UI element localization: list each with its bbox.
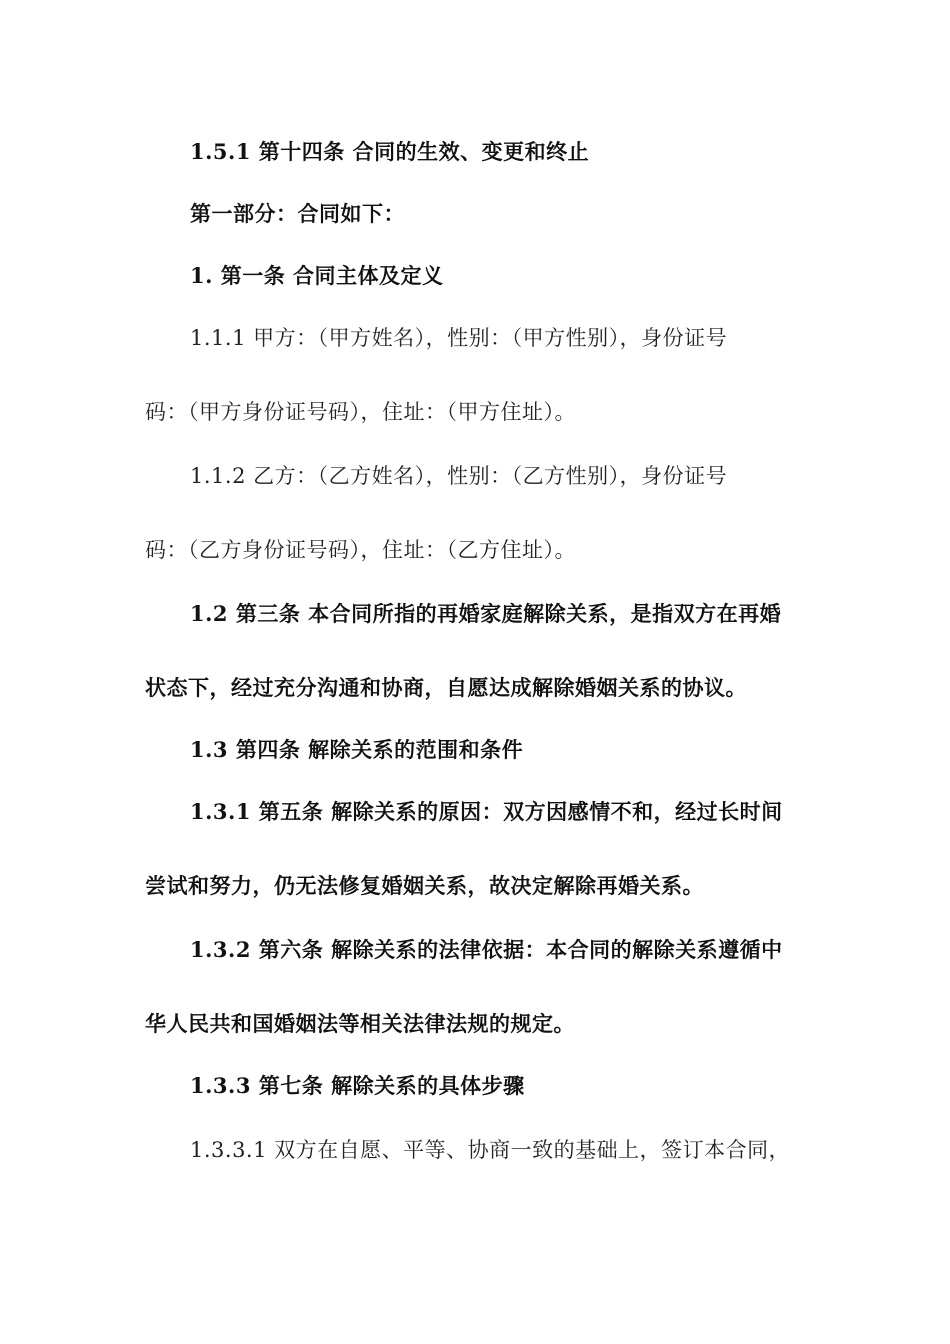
paragraph-1-3-2-line-2: 华人民共和国婚姻法等相关法律法规的规定。	[145, 1011, 575, 1036]
paragraph-1-3-1-line-1: 1.3.1 第五条 解除关系的原因：双方因感情不和，经过长时间	[190, 799, 783, 824]
part-heading: 第一部分：合同如下：	[190, 201, 405, 226]
paragraph-1-3-3-1-line-1: 1.3.3.1 双方在自愿、平等、协商一致的基础上，签订本合同，	[190, 1138, 791, 1162]
paragraph-1-2-line-1: 1.2 第三条 本合同所指的再婚家庭解除关系，是指双方在再婚	[190, 601, 782, 626]
paragraph-1-1-2-line-1: 1.1.2 乙方：（乙方姓名），性别：（乙方性别），身份证号	[190, 464, 728, 488]
paragraph-1-1-1-line-2: 码：（甲方身份证号码），住址：（甲方住址）。	[145, 400, 576, 424]
paragraph-1-1-1-line-1: 1.1.1 甲方：（甲方姓名），性别：（甲方性别），身份证号	[190, 326, 728, 350]
paragraph-1-2-line-2: 状态下，经过充分沟通和协商，自愿达成解除婚姻关系的协议。	[145, 675, 747, 700]
paragraph-1-3-1-line-2: 尝试和努力，仍无法修复婚姻关系，故决定解除再婚关系。	[145, 873, 704, 898]
section-heading-1-3-3: 1.3.3 第七条 解除关系的具体步骤	[190, 1073, 525, 1098]
section-heading-1-3: 1.3 第四条 解除关系的范围和条件	[190, 737, 524, 762]
paragraph-1-1-2-line-2: 码：（乙方身份证号码），住址：（乙方住址）。	[145, 538, 576, 562]
paragraph-1-3-2-line-1: 1.3.2 第六条 解除关系的法律依据：本合同的解除关系遵循中	[190, 937, 783, 962]
section-heading-1-5-1: 1.5.1 第十四条 合同的生效、变更和终止	[190, 139, 590, 164]
article-heading-1: 1. 第一条 合同主体及定义	[190, 263, 444, 288]
